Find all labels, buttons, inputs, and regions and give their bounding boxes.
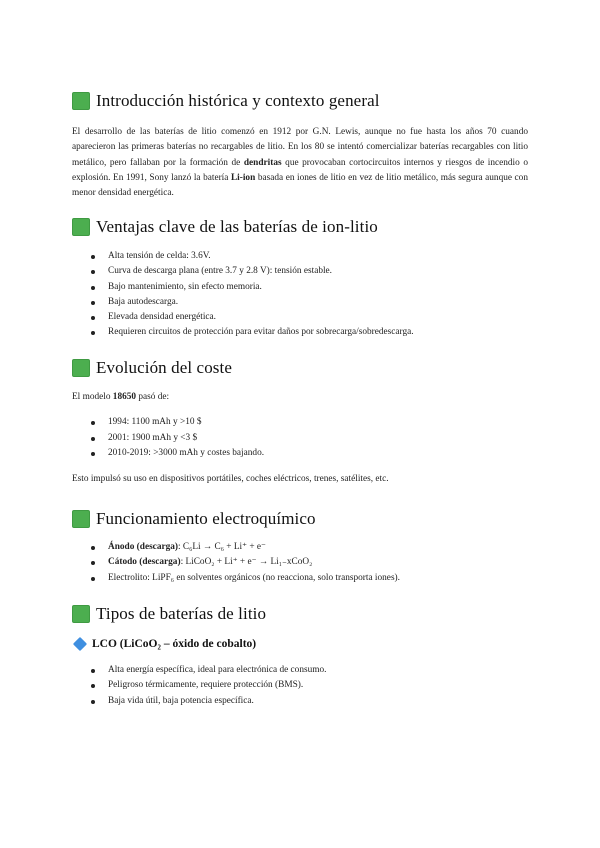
section-heading: Tipos de baterías de litio [72,604,528,624]
list-item: Electrolito: LiPF₆ en solventes orgánicos (no reacciona, solo transporta iones). [72,571,528,586]
blue-diamond-icon [73,637,87,651]
list-item: 2010-2019: >3000 mAh y costes bajando. [72,446,528,461]
list-item: Requieren circuitos de protección para evitar daños por sobrecarga/sobredescarga. [72,325,528,340]
list-item: Cátodo (descarga): LiCoO₂ + Li⁺ + e⁻ → Li₁₋xCoO₂ [72,555,528,570]
list-item: Baja autodescarga. [72,295,528,310]
list-item: Ánodo (descarga): C₆Li → C₆ + Li⁺ + e⁻ [72,540,528,555]
coste-intro: El modelo 18650 pasó de: [72,392,170,402]
list-item: Peligroso térmicamente, requiere protección (BMS). [72,678,528,693]
list-item: 1994: 1100 mAh y >10 $ [72,415,528,430]
list-item: 2001: 1900 mAh y <3 $ [72,431,528,446]
section-tipos [72,604,528,709]
section-coste [72,358,528,487]
list-item: Baja vida útil, baja potencia específica. [72,694,528,709]
intro-paragraph: El desarrollo de las baterías de litio comenzó en 1912 por G.N. Lewis, aunque no fue hasta los años 70 cuando aparecieron las primeras baterías no recargables de litio. En los 80 se intentó comercializar baterías recargables con litio metálico, pero fallaban por la formación de dendritas que provocaban cortocircuitos internos y riesgos de incendio o explosión. En 1991, Sony lanzó la batería Li-ion basada en iones de litio en vez de litio metálico, más segura aunque con menor densidad energética. [72,127,529,199]
green-square-icon [72,92,90,110]
green-square-icon [72,359,90,377]
coste-list [72,415,528,461]
list-item: Bajo mantenimiento, sin efecto memoria. [72,280,528,295]
green-square-icon [72,605,90,623]
coste-outro: Esto impulsó su uso en dispositivos portátiles, coches eléctricos, trenes, satélites, etc. [72,474,389,485]
funcionamiento-list [72,540,528,586]
list-item: Elevada densidad energética. [72,310,528,325]
subsection-heading: LCO (LiCoO₂ – óxido de cobalto) [72,638,528,650]
lco-list [72,663,528,709]
section-heading: Ventajas clave de las baterías de ion-litio [72,217,528,237]
section-funcionamiento [72,509,528,586]
list-item: Alta tensión de celda: 3.6V. [72,249,528,264]
section-intro [72,91,528,201]
section-heading: Evolución del coste [72,358,528,378]
section-heading: Introducción histórica y contexto general [72,91,528,111]
green-square-icon [72,218,90,236]
green-square-icon [72,510,90,528]
list-item: Curva de descarga plana (entre 3.7 y 2.8 V): tensión estable. [72,264,528,279]
ventajas-list [72,249,528,341]
list-item: Alta energía específica, ideal para electrónica de consumo. [72,663,528,678]
section-ventajas [72,217,528,341]
section-heading: Funcionamiento electroquímico [72,509,528,529]
